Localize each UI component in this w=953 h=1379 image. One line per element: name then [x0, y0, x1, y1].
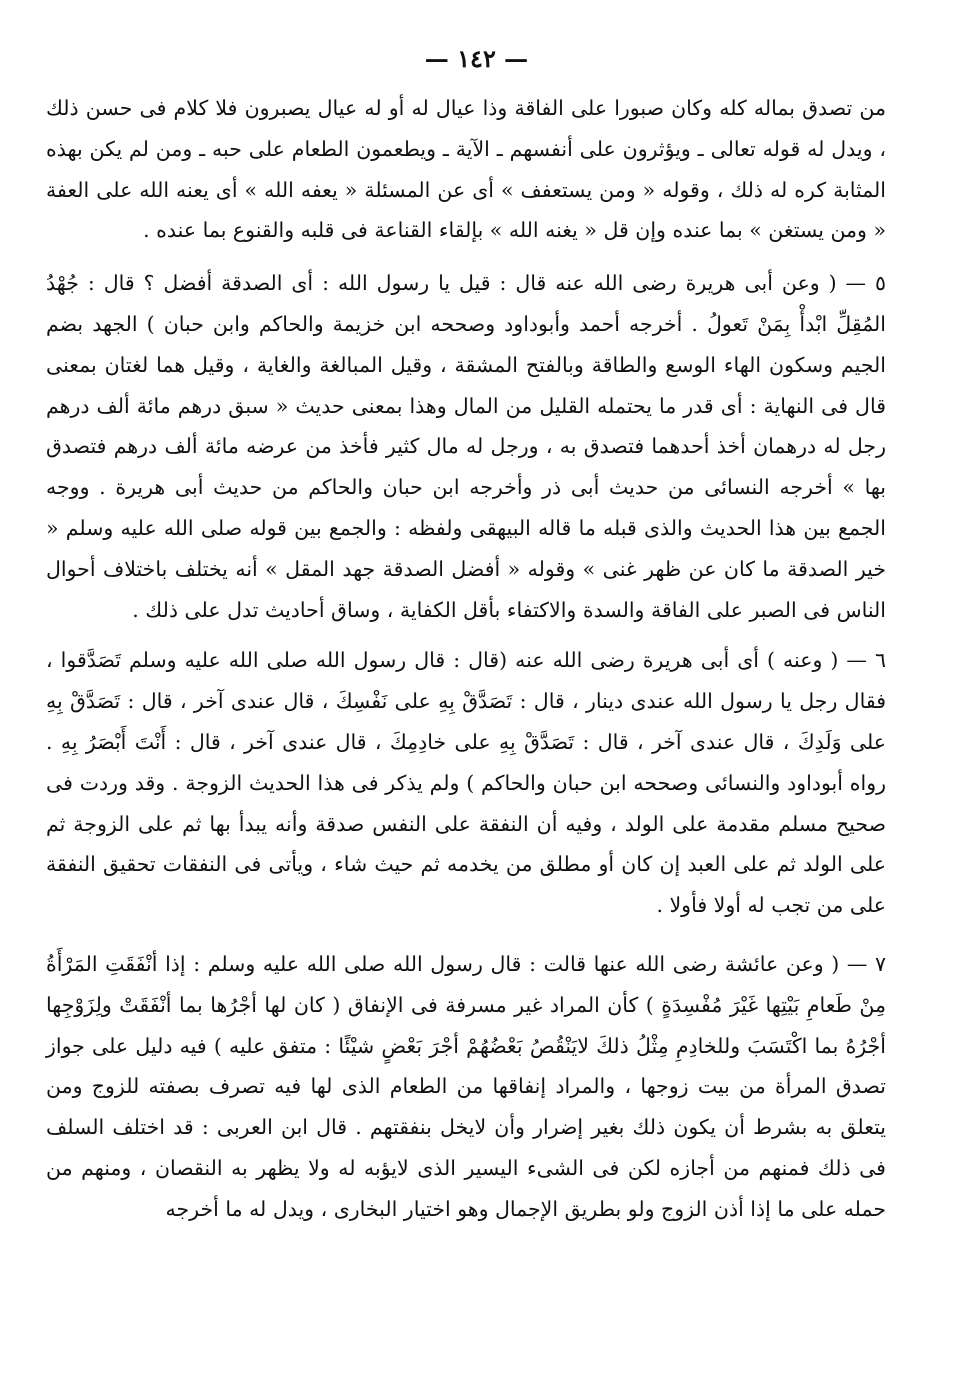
paragraph-3-text: ٦ — ( وعنه ) أى أبى هريرة رضى الله عنه (قال : قال رسول الله صلى الله عليه وسلم تَصَدَّقوا ، فقال رجل يا رسول الله عندى دينار ، قال : تَصَدَّقْ بِهِ على نَفْسِكَ ، قال عندى آخر ، قال : تَصَدَّقْ بِهِ على وَلَدِكَ ، قال عندى آخر ، قال : تَصَدَّقْ بِهِ على خادِمِكَ ، قال عندى آخر ، قال : أَنْتَ أَبْصَرُ بِهِ . رواه أبوداود والنسائى وصححه ابن حبان والحاكم ) ولم يذكر فى هذا الحديث الزوجة . وقد وردت فى صحيح مسلم مقدمة على الولد ، وفيه أن النفقة على النفس صدقة وأنه يبدأ بها ثم على الزوجة ثم على الولد ثم على العبد إن كان أو مطلق من يخدمه ثم حيث شاء ، ويأتى فى النفقات تحقيق النفقة على من تجب له أولا فأولا .: [46, 648, 886, 918]
paragraph-3: [46, 640, 886, 926]
paragraph-2: [46, 263, 886, 630]
paragraph-4: [46, 944, 886, 1230]
page-number: — ١٤٢ —: [424, 44, 529, 73]
paragraph-4-text: ٧ — ( وعن عائشة رضى الله عنها قالت : قال رسول الله صلى الله عليه وسلم : إذا أنْفَقَتِ المَرْأَةُ مِنْ طَعامِ بَيْتِها غَيْرَ مُفْسِدَةٍ ) كأن المراد غير مسرفة فى الإنفاق ( كان لها أجْرُها بما أنْفَقَتْ ولِزَوْجِها أجْرُهُ بما اكْتَسَبَ وللخادِمِ مِثْلُ ذلكَ لايَنْقُصُ بَعْضُهُمْ أجْرَ بَعْضٍ شيْئًا : متفق عليه ) فيه دليل على جواز تصدق المرأة من بيت زوجها ، والمراد إنفاقها من الطعام الذى لها فيه تصرف بصفته للزوج ومن يتعلق به بشرط أن يكون ذلك بغير إضرار وأن لايخل بنفقتهم . قال ابن العربى : قد اختلف السلف فى ذلك فمنهم من أجازه لكن فى الشىء اليسير الذى لايؤبه له ولا يظهر به النقصان ، ومنهم من حمله على ما إذا أذن الزوج ولو بطريق الإجمال وهو اختيار البخارى ، ويدل له ما أخرجه: [46, 951, 886, 1221]
paragraph-1: [46, 88, 886, 251]
page-body: [46, 88, 886, 1230]
paragraph-2-text: ٥ — ( وعن أبى هريرة رضى الله عنه قال : قيل يا رسول الله : أى الصدقة أفضل ؟ قال : جُهْدُ المُقِلِّ ابْدأْ بِمَنْ تَعولُ . أخرجه أحمد وأبوداود وصححه ابن خزيمة والحاكم وابن حبان ) الجهد بضم الجيم وسكون الهاء الوسع والطاقة وبالفتح المشقة ، وقيل المبالغة والغاية ، وقيل هما لغتان بمعنى قال فى النهاية : أى قدر ما يحتمله القليل من المال وهذا بمعنى حديث « سبق درهم مائة ألف درهم رجل له درهمان أخذ أحدهما فتصدق به ، ورجل له مال كثير فأخذ من عرضه مائة ألف درهم فتصدق بها » أخرجه النسائى من حديث أبى ذر وأخرجه ابن حبان والحاكم من حديث أبى هريرة . ووجه الجمع بين هذا الحديث والذى قبله ما قاله البيهقى ولفظه : والجمع بين قوله صلى الله عليه وسلم « خير الصدقة ما كان عن ظهر غنى » وقوله « أفضل الصدقة جهد المقل » أنه يختلف باختلاف أحوال الناس فى الصبر على الفاقة والسدة والاكتفاء بأقل الكفاية ، وساق أحاديث تدل على ذلك .: [46, 271, 886, 622]
paragraph-1-text: من تصدق بماله كله وكان صبورا على الفاقة وذا عيال له أو له عيال يصبرون فلا كلام فى حسن ذلك ، ويدل له قوله تعالى ـ ويؤثرون على أنفسهم ـ الآية ـ ويطعمون الطعام على حبه ـ ومن لم يكن بهذه المثابة كره له ذلك ، وقوله « ومن يستعفف » أى عن المسئلة « يعفه الله » أى يعنه الله على العفة « ومن يستغن » بما عنده وإن قل « يغنه الله » بإلقاء القناعة فى قلبه والقنوع بما عنده .: [46, 96, 886, 243]
